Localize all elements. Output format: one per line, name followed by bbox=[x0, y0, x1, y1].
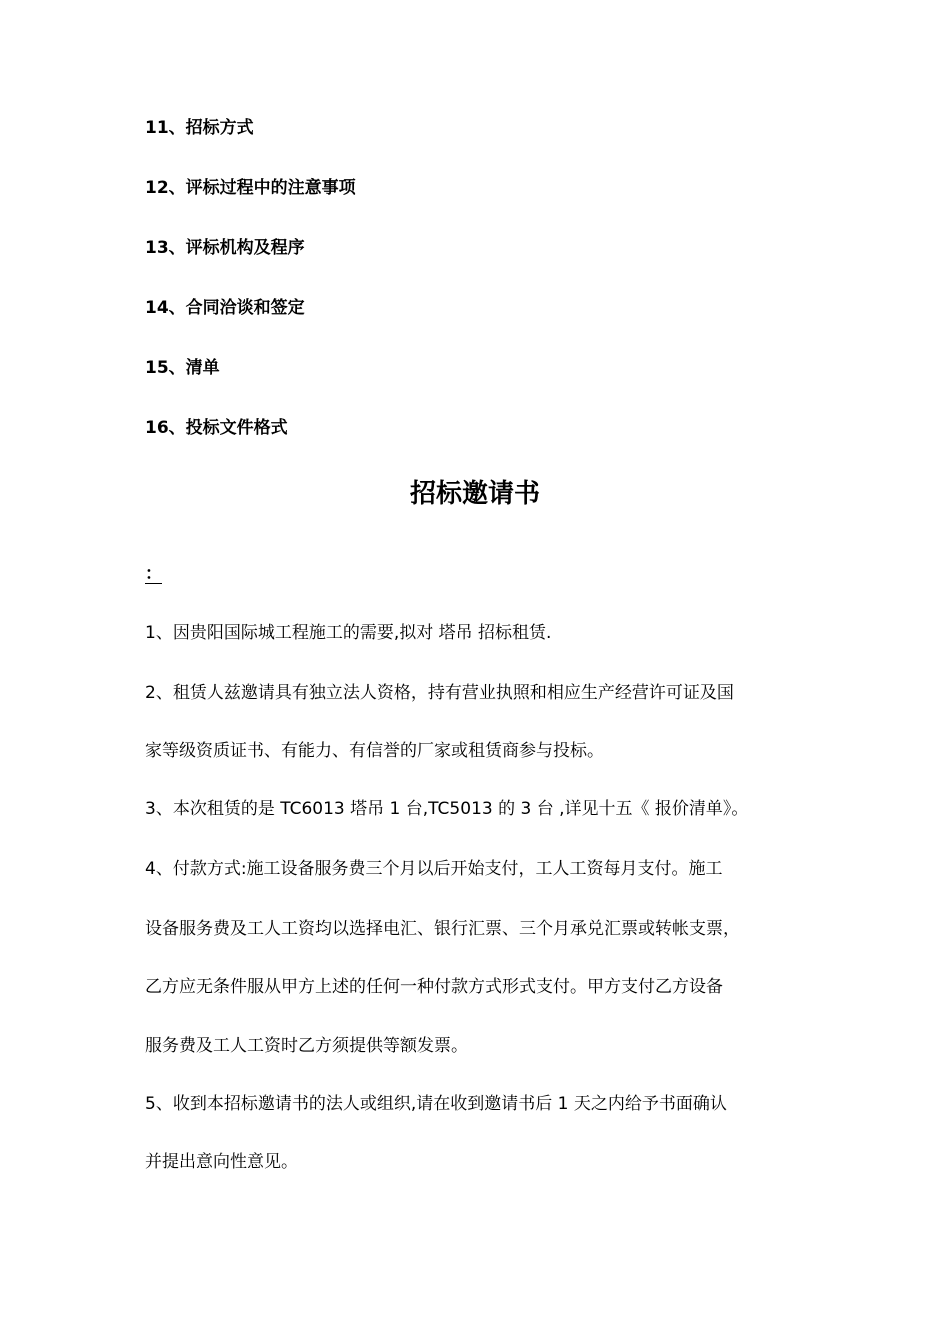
paragraph-4-line-3: 乙方应无条件服从甲方上述的任何一种付款方式形式支付。甲方支付乙方设备 bbox=[145, 977, 723, 997]
paragraph-4-line-4: 服务费及工人工资时乙方须提供等额发票。 bbox=[145, 1036, 468, 1056]
paragraph-1-line-1: 1、因贵阳国际城工程施工的需要,拟对 塔吊 招标租赁. bbox=[145, 623, 552, 643]
toc-item-13: 13、评标机构及程序 bbox=[145, 238, 305, 258]
paragraph-5-line-2: 并提出意向性意见。 bbox=[145, 1152, 298, 1172]
paragraph-4-line-2: 设备服务费及工人工资均以选择电汇、银行汇票、三个月承兑汇票或转帐支票， bbox=[145, 919, 740, 939]
paragraph-2-line-1: 2、租赁人兹邀请具有独立法人资格，持有营业执照和相应生产经营许可证及国 bbox=[145, 683, 734, 703]
document-title: 招标邀请书 bbox=[409, 479, 540, 509]
toc-item-11: 11、招标方式 bbox=[145, 118, 254, 138]
paragraph-3-line-1: 3、本次租赁的是 TC6013 塔吊 1 台,TC5013 的 3 台 ,详见十五《 报价清单》。 bbox=[145, 799, 749, 819]
paragraph-2-line-2: 家等级资质证书、有能力、有信誉的厂家或租赁商参与投标。 bbox=[145, 741, 604, 761]
paragraph-4-line-1: 4、付款方式:施工设备服务费三个月以后开始支付，工人工资每月支付。施工 bbox=[145, 859, 723, 879]
toc-item-14: 14、合同洽谈和签定 bbox=[145, 298, 305, 318]
toc-item-12: 12、评标过程中的注意事项 bbox=[145, 178, 356, 198]
toc-item-16: 16、投标文件格式 bbox=[145, 418, 288, 438]
addressee: ： bbox=[145, 564, 162, 584]
toc-item-15: 15、清单 bbox=[145, 358, 220, 378]
paragraph-5-line-1: 5、收到本招标邀请书的法人或组织,请在收到邀请书后 1 天之内给予书面确认 bbox=[145, 1094, 727, 1114]
